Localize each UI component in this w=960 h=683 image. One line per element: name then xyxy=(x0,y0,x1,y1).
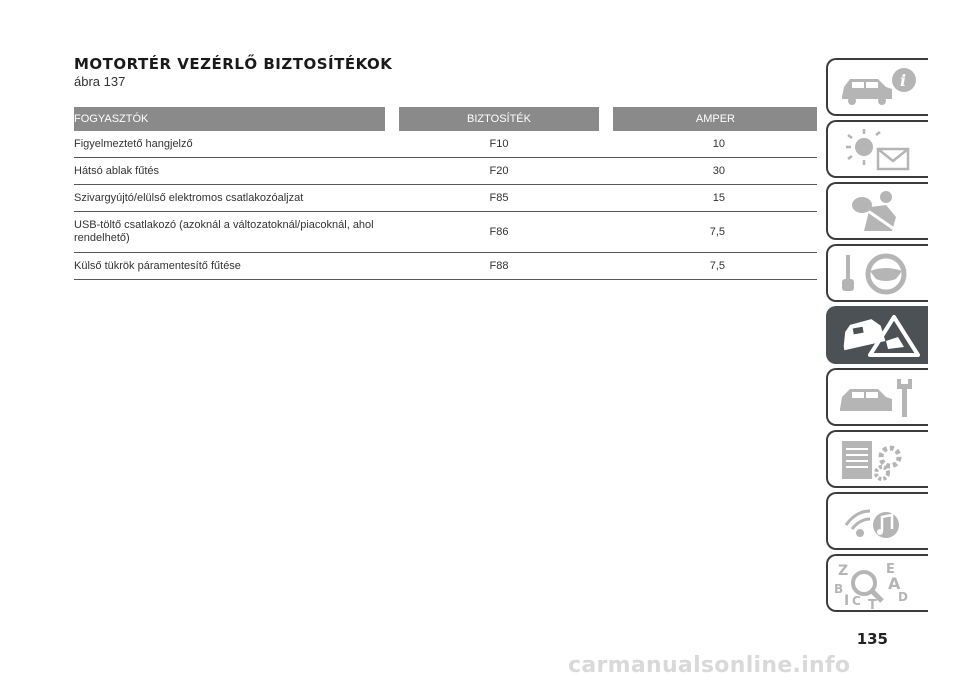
ampere-cell: 7,5 xyxy=(613,253,817,280)
section-title: MOTORTÉR VEZÉRLŐ BIZTOSÍTÉKOK xyxy=(74,55,393,73)
header-consumers: FOGYASZTÓK xyxy=(74,107,385,131)
table-header-row xyxy=(74,107,817,131)
header-ampere: AMPER xyxy=(613,107,817,131)
tab-getting-to-know-car[interactable] xyxy=(826,58,928,116)
ampere-cell: 7,5 xyxy=(613,212,817,253)
consumer-cell: USB-töltő csatlakozó (azoknál a változatoknál/piacoknál, ahol rendelhető) xyxy=(74,212,385,253)
tab-technical-data[interactable] xyxy=(826,430,928,488)
svg-text:E: E xyxy=(886,562,895,577)
ampere-cell: 15 xyxy=(613,185,817,212)
alphabetical-index-icon xyxy=(834,559,924,609)
car-info-icon xyxy=(834,63,924,113)
tab-maintenance[interactable] xyxy=(826,368,928,426)
tab-starting-driving[interactable] xyxy=(826,244,928,302)
ampere-cell: 30 xyxy=(613,158,817,185)
table-row xyxy=(74,185,817,212)
car-maintenance-wrench-icon xyxy=(834,373,924,423)
multimedia-icon xyxy=(834,497,924,547)
consumer-cell: Szivargyújtó/elülső elektromos csatlakozóaljzat xyxy=(74,185,385,212)
fuse-cell: F88 xyxy=(399,253,599,280)
consumer-cell: Hátsó ablak fűtés xyxy=(74,158,385,185)
consumer-cell: Figyelmeztető hangjelző xyxy=(74,131,385,158)
consumer-cell: Külső tükrök páramentesítő fűtése xyxy=(74,253,385,280)
figure-reference: ábra 137 xyxy=(74,74,126,89)
emergency-warning-triangle-icon xyxy=(834,311,924,361)
tab-index[interactable] xyxy=(826,554,928,612)
svg-text:T: T xyxy=(868,598,877,609)
airbag-seatbelt-icon xyxy=(834,187,924,237)
warning-lights-message-icon xyxy=(834,125,924,175)
fuse-table xyxy=(74,107,817,280)
fuse-cell: F20 xyxy=(399,158,599,185)
ampere-cell: 10 xyxy=(613,131,817,158)
table-row xyxy=(74,253,817,280)
svg-text:i: i xyxy=(900,71,907,90)
table-row xyxy=(74,131,817,158)
tab-warning-lights-messages[interactable] xyxy=(826,120,928,178)
svg-text:C: C xyxy=(852,594,861,608)
page-number: 135 xyxy=(856,630,888,648)
key-steering-wheel-icon xyxy=(834,249,924,299)
table-row xyxy=(74,212,817,253)
tab-multimedia[interactable] xyxy=(826,492,928,550)
table-row xyxy=(74,158,817,185)
tab-safety[interactable] xyxy=(826,182,928,240)
fuse-cell: F85 xyxy=(399,185,599,212)
svg-text:D: D xyxy=(898,590,908,604)
watermark: carmanualsonline.info xyxy=(568,653,851,678)
svg-text:I: I xyxy=(844,593,850,609)
svg-text:A: A xyxy=(888,574,901,593)
header-fuse: BIZTOSÍTÉK xyxy=(399,107,599,131)
svg-text:Z: Z xyxy=(838,563,849,579)
fuse-cell: F10 xyxy=(399,131,599,158)
technical-data-gears-icon xyxy=(834,435,924,485)
svg-text:B: B xyxy=(834,582,844,596)
tab-emergency[interactable] xyxy=(826,306,928,364)
fuse-cell: F86 xyxy=(399,212,599,253)
